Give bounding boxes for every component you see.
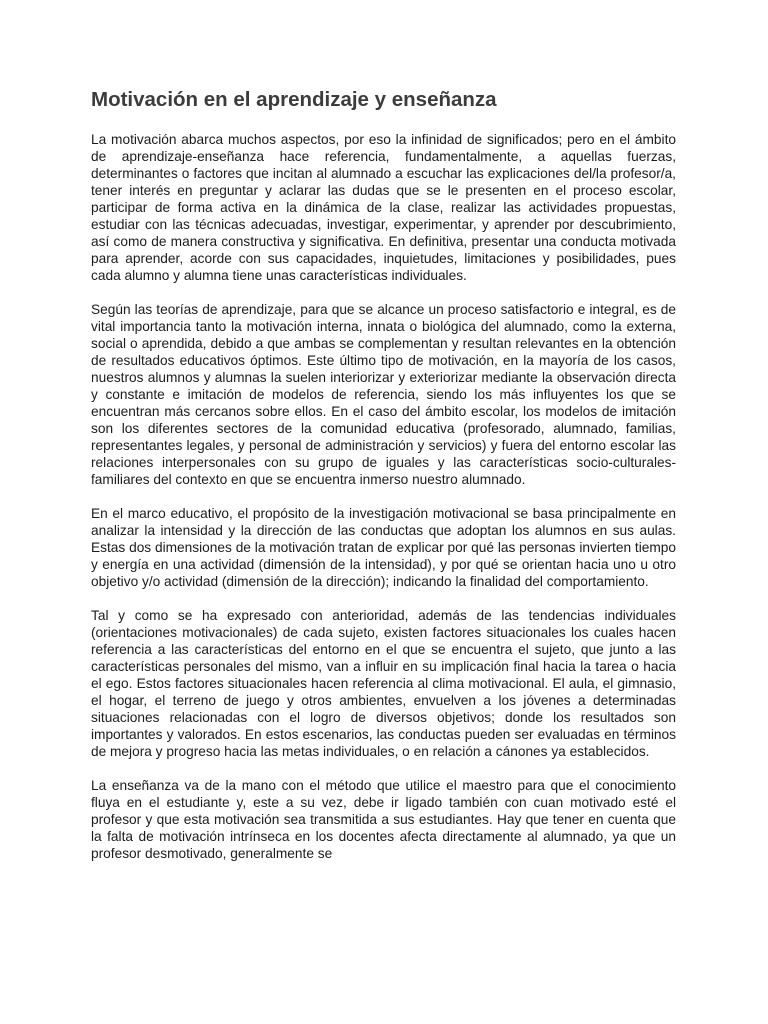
paragraph-1: La motivación abarca muchos aspectos, por eso la infinidad de significados; pero en el ámbito de aprendizaje-enseñanza hace referencia, fundamentalmente, a aquellas fuerzas, determinantes o factores que incitan al alumnado a escuchar las explicaciones del/la profesor/a, tener interés en preguntar y aclarar las dudas que se le presenten en el proceso escolar, participar de forma activa en la dinámica de la clase, realizar las actividades propuestas, estudiar con las técnicas adecuadas, investigar, experimentar, y aprender por descubrimiento, así como de manera constructiva y significativa. En definitiva, presentar una conducta motivada para aprender, acorde con sus capacidades, inquietudes, limitaciones y posibilidades, pues cada alumno y alumna tiene unas características individuales. — [91, 132, 676, 283]
paragraph-2: Según las teorías de aprendizaje, para que se alcance un proceso satisfactorio e integral, es de vital importancia tanto la motivación interna, innata o biológica del alumnado, como la externa, social o aprendida, debido a que ambas se complementan y resultan relevantes en la obtención de resultados educativos óptimos. Este último tipo de motivación, en la mayoría de los casos, nuestros alumnos y alumnas la suelen interiorizar y exteriorizar mediante la observación directa y constante e imitación de modelos de referencia, siendo los más influyentes los que se encuentran más cercanos sobre ellos. En el caso del ámbito escolar, los modelos de imitación son los diferentes sectores de la comunidad educativa (profesorado, alumnado, familias, representantes legales, y personal de administración y servicios) y fuera del entorno escolar las relaciones interpersonales con su grupo de iguales y las características socio-culturales-familiares del contexto en que se encuentra inmerso nuestro alumnado. — [91, 302, 676, 487]
paragraph-5: La enseñanza va de la mano con el método que utilice el maestro para que el conocimiento fluya en el estudiante y, este a su vez, debe ir ligado también con cuan motivado esté el profesor y que esta motivación sea transmitida a sus estudiantes. Hay que tener en cuenta que la falta de motivación intrínseca en los docentes afecta directamente al alumnado, ya que un profesor desmotivado, generalmente se — [91, 778, 676, 861]
document-title: Motivación en el aprendizaje y enseñanza — [91, 88, 497, 111]
paragraph-3: En el marco educativo, el propósito de la investigación motivacional se basa principalmente en analizar la intensidad y la dirección de las conductas que adoptan los alumnos en sus aulas. Estas dos dimensiones de la motivación tratan de explicar por qué las personas invierten tiempo y energía en una actividad (dimensión de la intensidad), y por qué se orientan hacia uno u otro objetivo y/o actividad (dimensión de la dirección); indicando la finalidad del comportamiento. — [91, 506, 676, 589]
paragraph-4: Tal y como se ha expresado con anterioridad, además de las tendencias individuales (orientaciones motivacionales) de cada sujeto, existen factores situacionales los cuales hacen referencia a las características del entorno en el que se encuentra el sujeto, que junto a las características personales del mismo, van a influir en su implicación final hacia la tarea o hacia el ego. Estos factores situacionales hacen referencia al clima motivacional. El aula, el gimnasio, el hogar, el terreno de juego y otros ambientes, envuelven a los jóvenes a determinadas situaciones relacionadas con el logro de diversos objetivos; donde los resultados son importantes y valorados. En estos escenarios, las conductas pueden ser evaluadas en términos de mejora y progreso hacia las metas individuales, o en relación a cánones ya establecidos. — [91, 608, 676, 759]
document-body — [91, 86, 676, 879]
